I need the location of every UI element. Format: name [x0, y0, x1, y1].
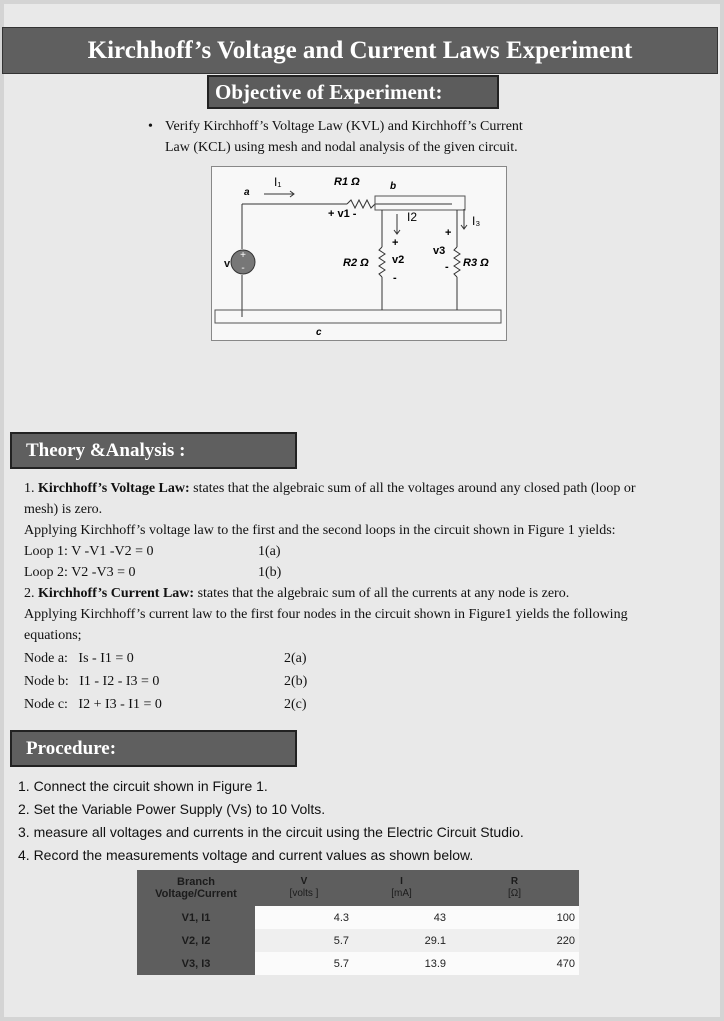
branch-cell: V2, I2 [137, 929, 255, 952]
current-cell: 43 [353, 906, 450, 929]
current-cell: 13.9 [353, 952, 450, 975]
table-row [137, 929, 579, 952]
resistance-cell: 100 [450, 906, 579, 929]
procedure-steps [18, 775, 524, 867]
kcl-apply: Applying Kirchhoff’s current law to the first four nodes in the circuit shown in Figure1 yields the following [24, 607, 628, 622]
circuit-diagram [211, 166, 507, 341]
procedure-step: 4. Record the measurements voltage and current values as shown below. [18, 847, 474, 863]
table-row [137, 906, 579, 929]
r1-label: R1 Ω [334, 176, 360, 188]
header-branch: Branch Voltage/Current [137, 870, 255, 906]
source-minus: - [241, 263, 245, 274]
r2-label: R2 Ω [343, 257, 369, 269]
kcl-apply-cont: equations; [24, 628, 82, 643]
v3-minus: - [445, 261, 449, 273]
circuit-svg [212, 167, 506, 340]
r1-resistor [347, 200, 375, 208]
document-title: Kirchhoff’s Voltage and Current Laws Experiment [2, 27, 718, 74]
source-label: v [224, 258, 231, 270]
node-c-label: c [316, 327, 322, 338]
theory-heading: Theory &Analysis : [10, 432, 297, 469]
objective-text [148, 116, 588, 158]
node-c-equation: Node c: I2 + I3 - I1 = 0 2(c) [24, 697, 307, 712]
procedure-step: 1. Connect the circuit shown in Figure 1. [18, 778, 268, 794]
node-a-label: a [244, 187, 250, 198]
resistance-cell: 470 [450, 952, 579, 975]
v2-label: v2 [392, 254, 405, 266]
header-resistance: R [Ω] [450, 870, 579, 906]
v2-minus: - [393, 272, 397, 284]
table-header-row [137, 870, 579, 906]
current-cell: 29.1 [353, 929, 450, 952]
bullet-icon: • [148, 119, 153, 134]
i2-label: I2 [407, 210, 418, 224]
voltage-cell: 5.7 [255, 952, 353, 975]
header-voltage: V [volts ] [255, 870, 353, 906]
header-current: I [mA] [353, 870, 450, 906]
branch-cell: V1, I1 [137, 906, 255, 929]
v2-plus: + [392, 237, 399, 249]
r3-label: R3 Ω [463, 257, 489, 269]
loop-2-equation: Loop 2: V2 -V3 = 0 1(b) [24, 565, 282, 580]
v1-label: + v1 - [328, 208, 357, 220]
i1-label: I₁ [274, 175, 282, 189]
i3-label: I₃ [472, 214, 481, 228]
kvl-statement: 1. Kirchhoff’s Voltage Law: states that the algebraic sum of all the voltages around any closed path (loop or [24, 481, 636, 496]
loop-1-equation: Loop 1: V -V1 -V2 = 0 1(a) [24, 544, 281, 559]
kvl-apply: Applying Kirchhoff’s voltage law to the first and the second loops in the circuit shown in Figure 1 yields: [24, 523, 616, 538]
table-row [137, 952, 579, 975]
branch-cell: V3, I3 [137, 952, 255, 975]
node-b-equation: Node b: I1 - I2 - I3 = 0 2(b) [24, 674, 308, 689]
resistance-cell: 220 [450, 929, 579, 952]
procedure-step: 2. Set the Variable Power Supply (Vs) to 10 Volts. [18, 801, 326, 817]
procedure-heading: Procedure: [10, 730, 297, 767]
voltage-cell: 4.3 [255, 906, 353, 929]
bottom-bus [215, 310, 501, 323]
r3-resistor [454, 247, 460, 277]
v3-label: v3 [433, 245, 446, 257]
theory-section [24, 478, 704, 715]
objective-line-1: Verify Kirchhoff’s Voltage Law (KVL) and Kirchhoff’s Current [165, 119, 523, 134]
node-b-label: b [390, 181, 397, 192]
source-plus: + [240, 250, 246, 261]
procedure-step: 3. measure all voltages and currents in the circuit using the Electric Circuit Studio. [18, 824, 524, 840]
r2-resistor [379, 247, 385, 277]
objective-heading: Objective of Experiment: [207, 75, 499, 109]
top-bus [375, 196, 465, 210]
kcl-statement: 2. Kirchhoff’s Current Law: states that the algebraic sum of all the currents at any node is zero. [24, 586, 570, 601]
v3-plus: + [445, 227, 452, 239]
node-a-equation: Node a: Is - I1 = 0 2(a) [24, 651, 307, 666]
measurements-table [137, 870, 579, 975]
kvl-statement-cont: mesh) is zero. [24, 502, 103, 517]
objective-line-2: Law (KCL) using mesh and nodal analysis of the given circuit. [165, 140, 518, 155]
voltage-cell: 5.7 [255, 929, 353, 952]
